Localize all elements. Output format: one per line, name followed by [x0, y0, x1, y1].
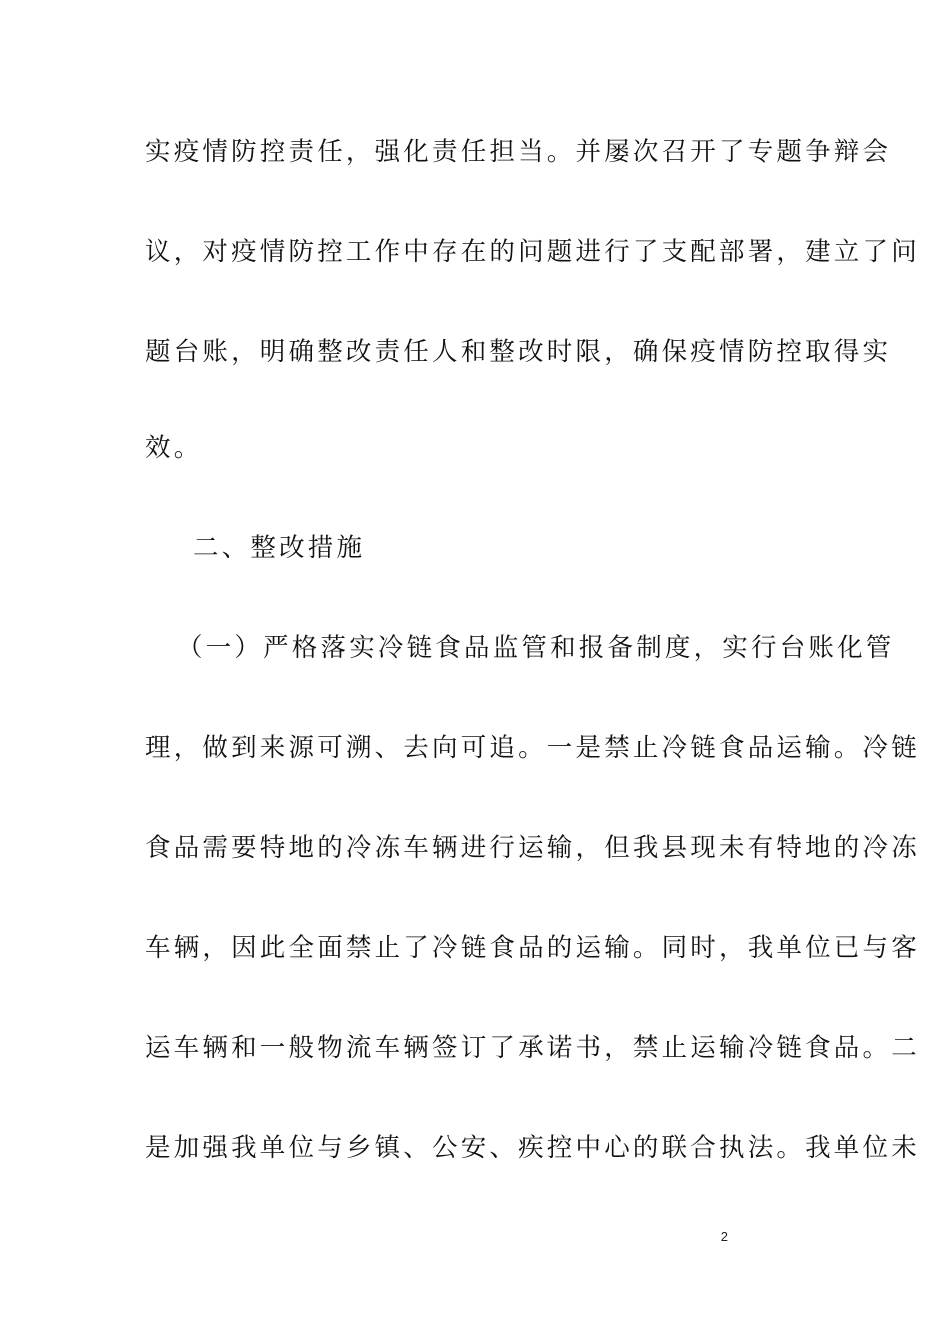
paragraph-line: 效。 [145, 433, 203, 463]
paragraph-line: 车辆，因此全面禁止了冷链食品的运输。同时，我单位已与客 [145, 933, 920, 963]
paragraph-line: 实疫情防控责任，强化责任担当。并屡次召开了专题争辩会 [145, 137, 892, 167]
paragraph-line: 理，做到来源可溯、去向可追。一是禁止冷链食品运输。冷链 [145, 733, 920, 763]
paragraph-line: 食品需要特地的冷冻车辆进行运输，但我县现未有特地的冷冻 [145, 833, 920, 863]
paragraph-line: 运车辆和一般物流车辆签订了承诺书，禁止运输冷链食品。二 [145, 1033, 920, 1063]
paragraph-line: 议，对疫情防控工作中存在的问题进行了支配部署，建立了问 [145, 237, 920, 267]
paragraph-line: 是加强我单位与乡镇、公安、疾控中心的联合执法。我单位未 [145, 1133, 920, 1163]
paragraph-line: （一）严格落实冷链食品监管和报备制度，实行台账化管 [177, 633, 895, 663]
page-number: 2 [720, 1229, 728, 1244]
section-heading: 二、整改措施 [193, 533, 366, 563]
paragraph-line: 题台账，明确整改责任人和整改时限，确保疫情防控取得实 [145, 337, 892, 367]
